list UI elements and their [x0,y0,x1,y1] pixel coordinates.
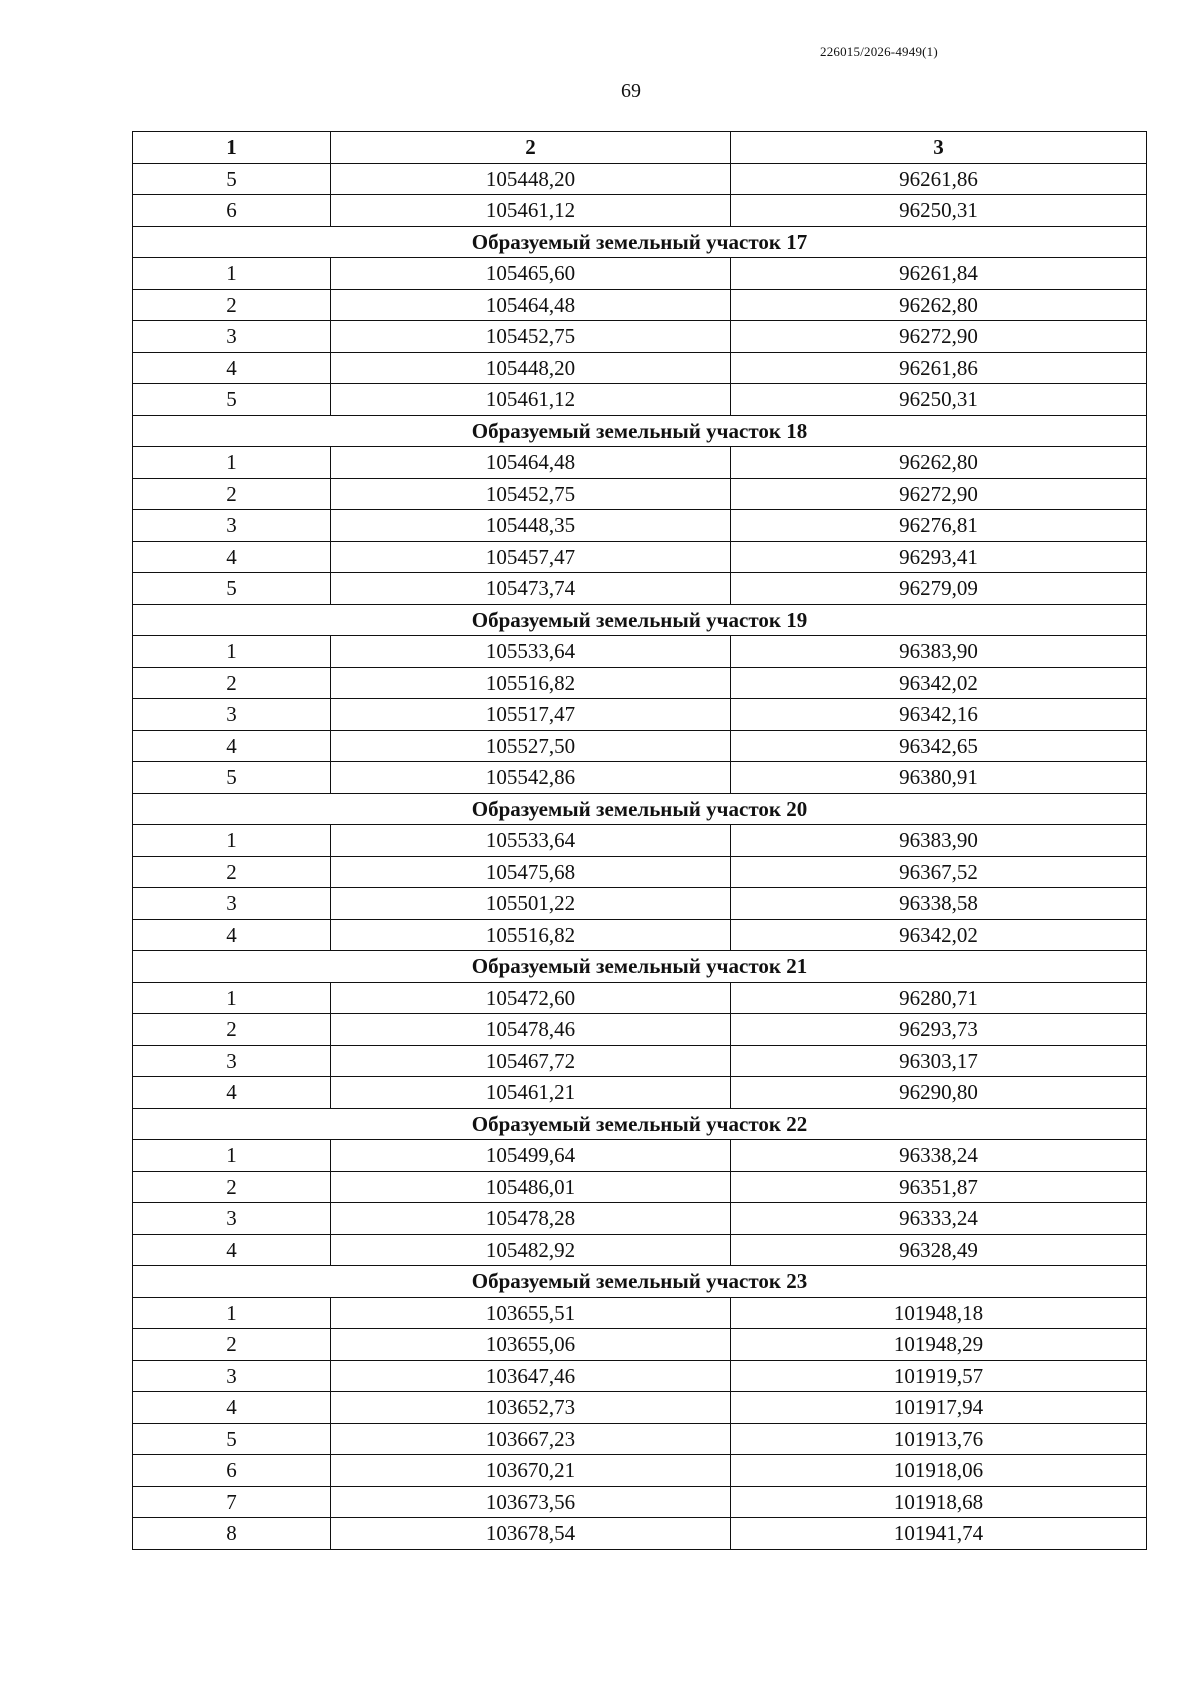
point-number-cell: 3 [133,1360,331,1392]
x-coordinate-cell: 105478,28 [331,1203,731,1235]
x-coordinate-cell: 103647,46 [331,1360,731,1392]
section-row [133,415,1147,447]
y-coordinate-cell: 96303,17 [731,1045,1147,1077]
y-coordinate-cell: 101919,57 [731,1360,1147,1392]
table-row [133,825,1147,857]
section-title: Образуемый земельный участок 22 [133,1108,1147,1140]
y-coordinate-cell: 96338,58 [731,888,1147,920]
section-row [133,951,1147,983]
table-row [133,573,1147,605]
table-row [133,730,1147,762]
y-coordinate-cell: 101948,29 [731,1329,1147,1361]
y-coordinate-cell: 101913,76 [731,1423,1147,1455]
x-coordinate-cell: 105533,64 [331,636,731,668]
table-header [133,132,1147,164]
table-row [133,1014,1147,1046]
point-number-cell: 2 [133,478,331,510]
section-row [133,1108,1147,1140]
table-row [133,1455,1147,1487]
x-coordinate-cell: 103667,23 [331,1423,731,1455]
point-number-cell: 2 [133,1014,331,1046]
x-coordinate-cell: 105533,64 [331,825,731,857]
table-row [133,856,1147,888]
point-number-cell: 3 [133,321,331,353]
coordinates-table [132,131,1147,1550]
x-coordinate-cell: 105461,12 [331,384,731,416]
point-number-cell: 1 [133,825,331,857]
x-coordinate-cell: 105478,46 [331,1014,731,1046]
y-coordinate-cell: 96367,52 [731,856,1147,888]
x-coordinate-cell: 105499,64 [331,1140,731,1172]
x-coordinate-cell: 105465,60 [331,258,731,290]
x-coordinate-cell: 103673,56 [331,1486,731,1518]
table-row [133,1045,1147,1077]
x-coordinate-cell: 105473,74 [331,573,731,605]
y-coordinate-cell: 96342,02 [731,667,1147,699]
x-coordinate-cell: 103655,51 [331,1297,731,1329]
point-number-cell: 2 [133,1329,331,1361]
x-coordinate-cell: 105527,50 [331,730,731,762]
x-coordinate-cell: 105486,01 [331,1171,731,1203]
x-coordinate-cell: 105501,22 [331,888,731,920]
table-row [133,1297,1147,1329]
table-row [133,1518,1147,1550]
y-coordinate-cell: 96328,49 [731,1234,1147,1266]
point-number-cell: 4 [133,352,331,384]
section-title: Образуемый земельный участок 21 [133,951,1147,983]
x-coordinate-cell: 105452,75 [331,478,731,510]
header-cell-point: 1 [133,132,331,164]
section-title: Образуемый земельный участок 20 [133,793,1147,825]
point-number-cell: 2 [133,289,331,321]
y-coordinate-cell: 101948,18 [731,1297,1147,1329]
point-number-cell: 5 [133,573,331,605]
section-title: Образуемый земельный участок 17 [133,226,1147,258]
point-number-cell: 4 [133,1077,331,1109]
table-row [133,321,1147,353]
table-row [133,289,1147,321]
table-row [133,1077,1147,1109]
point-number-cell: 1 [133,258,331,290]
table-row [133,1486,1147,1518]
table-row [133,1423,1147,1455]
table-row [133,1171,1147,1203]
table-row [133,667,1147,699]
section-row [133,604,1147,636]
table-row [133,1392,1147,1424]
y-coordinate-cell: 96383,90 [731,636,1147,668]
header-cell-x: 2 [331,132,731,164]
y-coordinate-cell: 96293,73 [731,1014,1147,1046]
table-row [133,352,1147,384]
x-coordinate-cell: 103655,06 [331,1329,731,1361]
point-number-cell: 5 [133,762,331,794]
section-row [133,226,1147,258]
point-number-cell: 3 [133,699,331,731]
header-row [133,132,1147,164]
table-row [133,888,1147,920]
table-row [133,258,1147,290]
x-coordinate-cell: 105457,47 [331,541,731,573]
y-coordinate-cell: 96380,91 [731,762,1147,794]
point-number-cell: 1 [133,447,331,479]
point-number-cell: 2 [133,667,331,699]
table-row [133,982,1147,1014]
y-coordinate-cell: 101918,06 [731,1455,1147,1487]
y-coordinate-cell: 96250,31 [731,195,1147,227]
y-coordinate-cell: 96290,80 [731,1077,1147,1109]
x-coordinate-cell: 103652,73 [331,1392,731,1424]
y-coordinate-cell: 96261,84 [731,258,1147,290]
x-coordinate-cell: 105516,82 [331,919,731,951]
point-number-cell: 1 [133,1140,331,1172]
x-coordinate-cell: 105467,72 [331,1045,731,1077]
y-coordinate-cell: 101917,94 [731,1392,1147,1424]
point-number-cell: 4 [133,919,331,951]
table-row [133,762,1147,794]
x-coordinate-cell: 105448,20 [331,352,731,384]
point-number-cell: 1 [133,982,331,1014]
point-number-cell: 5 [133,163,331,195]
y-coordinate-cell: 96342,65 [731,730,1147,762]
table-row [133,541,1147,573]
point-number-cell: 6 [133,1455,331,1487]
point-number-cell: 7 [133,1486,331,1518]
point-number-cell: 3 [133,510,331,542]
y-coordinate-cell: 96351,87 [731,1171,1147,1203]
point-number-cell: 4 [133,541,331,573]
table-row [133,384,1147,416]
section-title: Образуемый земельный участок 18 [133,415,1147,447]
header-cell-y: 3 [731,132,1147,164]
point-number-cell: 5 [133,384,331,416]
table-row [133,478,1147,510]
table-row [133,163,1147,195]
x-coordinate-cell: 105461,12 [331,195,731,227]
table-row [133,1360,1147,1392]
x-coordinate-cell: 105472,60 [331,982,731,1014]
y-coordinate-cell: 96272,90 [731,321,1147,353]
x-coordinate-cell: 105516,82 [331,667,731,699]
y-coordinate-cell: 101941,74 [731,1518,1147,1550]
y-coordinate-cell: 96333,24 [731,1203,1147,1235]
table-row [133,510,1147,542]
y-coordinate-cell: 96276,81 [731,510,1147,542]
point-number-cell: 4 [133,730,331,762]
x-coordinate-cell: 105482,92 [331,1234,731,1266]
y-coordinate-cell: 101918,68 [731,1486,1147,1518]
y-coordinate-cell: 96342,16 [731,699,1147,731]
x-coordinate-cell: 105464,48 [331,447,731,479]
table-row [133,447,1147,479]
y-coordinate-cell: 96262,80 [731,447,1147,479]
x-coordinate-cell: 105542,86 [331,762,731,794]
point-number-cell: 3 [133,888,331,920]
table-row [133,1329,1147,1361]
point-number-cell: 4 [133,1392,331,1424]
table-row [133,1203,1147,1235]
document-number: 226015/2026-4949(1) [820,44,938,59]
point-number-cell: 5 [133,1423,331,1455]
table-row [133,919,1147,951]
x-coordinate-cell: 105448,35 [331,510,731,542]
table-row [133,699,1147,731]
y-coordinate-cell: 96338,24 [731,1140,1147,1172]
table-row [133,1140,1147,1172]
point-number-cell: 1 [133,636,331,668]
x-coordinate-cell: 103678,54 [331,1518,731,1550]
y-coordinate-cell: 96293,41 [731,541,1147,573]
y-coordinate-cell: 96262,80 [731,289,1147,321]
table-row [133,636,1147,668]
y-coordinate-cell: 96250,31 [731,384,1147,416]
section-title: Образуемый земельный участок 19 [133,604,1147,636]
section-row [133,1266,1147,1298]
point-number-cell: 3 [133,1045,331,1077]
y-coordinate-cell: 96383,90 [731,825,1147,857]
x-coordinate-cell: 103670,21 [331,1455,731,1487]
x-coordinate-cell: 105517,47 [331,699,731,731]
point-number-cell: 4 [133,1234,331,1266]
y-coordinate-cell: 96261,86 [731,163,1147,195]
section-title: Образуемый земельный участок 23 [133,1266,1147,1298]
point-number-cell: 8 [133,1518,331,1550]
y-coordinate-cell: 96342,02 [731,919,1147,951]
x-coordinate-cell: 105448,20 [331,163,731,195]
table-row [133,1234,1147,1266]
point-number-cell: 2 [133,856,331,888]
x-coordinate-cell: 105464,48 [331,289,731,321]
y-coordinate-cell: 96279,09 [731,573,1147,605]
section-row [133,793,1147,825]
table-row [133,195,1147,227]
point-number-cell: 6 [133,195,331,227]
point-number-cell: 2 [133,1171,331,1203]
point-number-cell: 3 [133,1203,331,1235]
y-coordinate-cell: 96261,86 [731,352,1147,384]
x-coordinate-cell: 105461,21 [331,1077,731,1109]
x-coordinate-cell: 105452,75 [331,321,731,353]
x-coordinate-cell: 105475,68 [331,856,731,888]
page-number: 69 [621,80,641,102]
point-number-cell: 1 [133,1297,331,1329]
y-coordinate-cell: 96272,90 [731,478,1147,510]
y-coordinate-cell: 96280,71 [731,982,1147,1014]
table-body [133,163,1147,1549]
